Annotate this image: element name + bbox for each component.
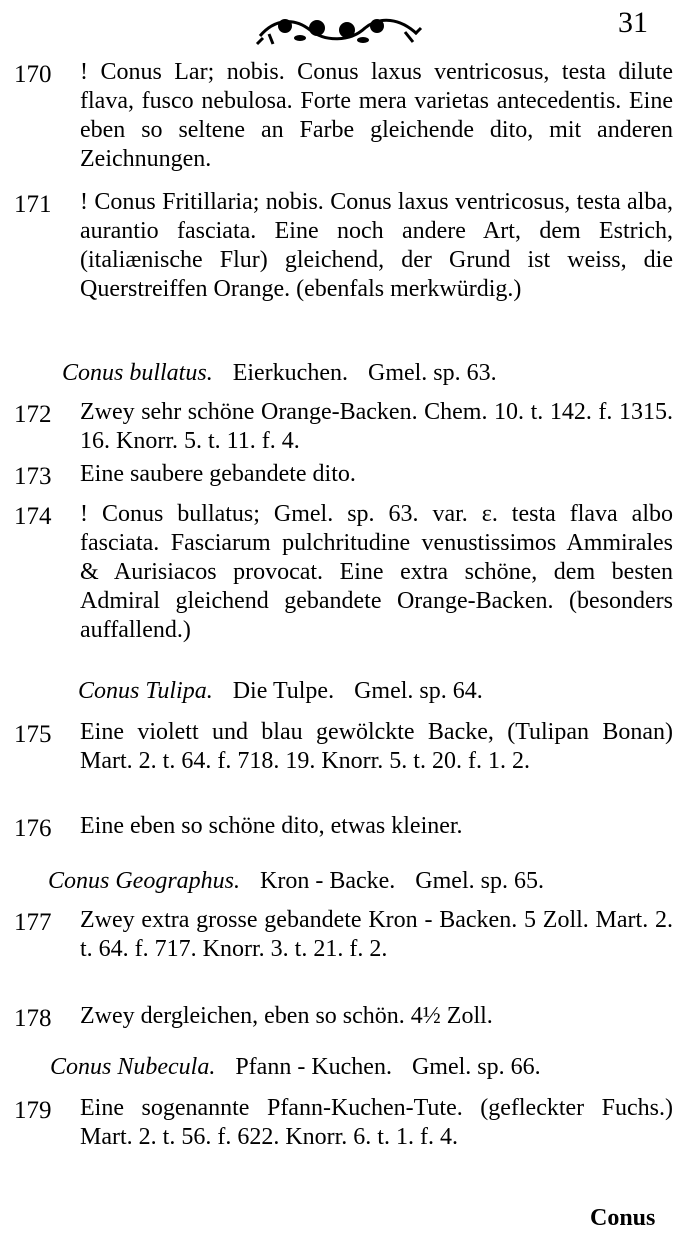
catalog-entry [14,1094,673,1152]
common-name: Die Tulpe. [232,678,335,704]
species-name: Conus Geographus. [48,868,241,894]
species-heading [62,358,497,388]
catalog-entry [14,812,673,841]
entry-number: 174 [14,503,52,530]
entry-text: Eine saubere gebandete dito. [80,461,356,487]
species-heading [50,1052,541,1082]
species-reference: Gmel. sp. 63. [367,360,497,386]
common-name: Pfann - Kuchen. [235,1054,392,1080]
catalog-entry [14,500,673,645]
page-number: 31 [618,6,648,39]
entry-text: Eine sogenannte Pfann-Kuchen-Tute. (gefleckter Fuchs.) Mart. 2. t. 56. f. 622. Knorr. 6. t. 1. f. 4. [80,1095,673,1150]
entry-number: 171 [14,191,52,218]
catalog-entry [14,1002,673,1031]
entry-text: Eine violett und blau gewölckte Backe, (Tulipan Bonan) Mart. 2. t. 64. f. 718. 19. Knorr. 5. t. 20. f. 1. 2. [80,719,673,774]
common-name: Kron - Backe. [260,868,396,894]
entry-text: Zwey dergleichen, eben so schön. 4½ Zoll. [80,1003,493,1029]
entry-number: 175 [14,721,52,748]
entry-number: 176 [14,815,52,842]
species-reference: Gmel. sp. 64. [354,678,483,704]
entry-text: Zwey sehr schöne Orange-Backen. Chem. 10. t. 142. f. 1315. 16. Knorr. 5. t. 11. f. 4. [80,399,673,454]
entry-number: 177 [14,909,52,936]
entry-number: 173 [14,463,52,490]
entry-number: 179 [14,1097,52,1124]
species-name: Conus Nubecula. [50,1054,216,1080]
catalog-entry [14,58,673,174]
entry-text: ! Conus Fritillaria; nobis. Conus laxus ventricosus, testa alba, aurantio fasciata. Eine noch andere Art, dem Estrich, (italiænische Flur) gleichend, der Grund ist weiss, die Querstreiffen Orange. (ebenfals merkwürdig.) [80,189,673,302]
catalog-entry [14,906,673,964]
entry-text: ! Conus bullatus; Gmel. sp. 63. var. ε. testa flava albo fasciata. Fasciarum pulchritudine venustissimos Ammirales & Aurisiacos provocat. Eine extra schöne, dem besten Admiral gleichend gebandete Orange-Backen. (besonders auffallend.) [80,501,673,643]
entry-text: Eine eben so schöne dito, etwas kleiner. [80,813,463,839]
floral-ornament-icon [255,8,425,48]
catchword: Conus [590,1205,656,1231]
entry-number: 172 [14,401,52,428]
species-heading [48,866,544,896]
catalog-entry [14,718,673,776]
entry-number: 170 [14,61,52,88]
catalog-entry [14,398,673,456]
species-name: Conus bullatus. [62,360,213,386]
species-reference: Gmel. sp. 65. [415,868,544,894]
entry-number: 178 [14,1005,52,1032]
species-reference: Gmel. sp. 66. [411,1054,541,1080]
entry-text: ! Conus Lar; nobis. Conus laxus ventricosus, testa dilute flava, fusco nebulosa. Forte mera varietas antecedentis. Eine eben so seltene an Farbe gleichende dito, mit anderen Zeichnungen. [80,59,673,172]
species-name: Conus Tulipa. [78,678,213,704]
common-name: Eierkuchen. [232,360,348,386]
catalog-entry [14,188,673,304]
species-heading [78,676,483,706]
catalog-entry [14,460,673,489]
entry-text: Zwey extra grosse gebandete Kron - Backen. 5 Zoll. Mart. 2. t. 64. f. 717. Knorr. 3. t. 21. f. 2. [80,907,673,962]
